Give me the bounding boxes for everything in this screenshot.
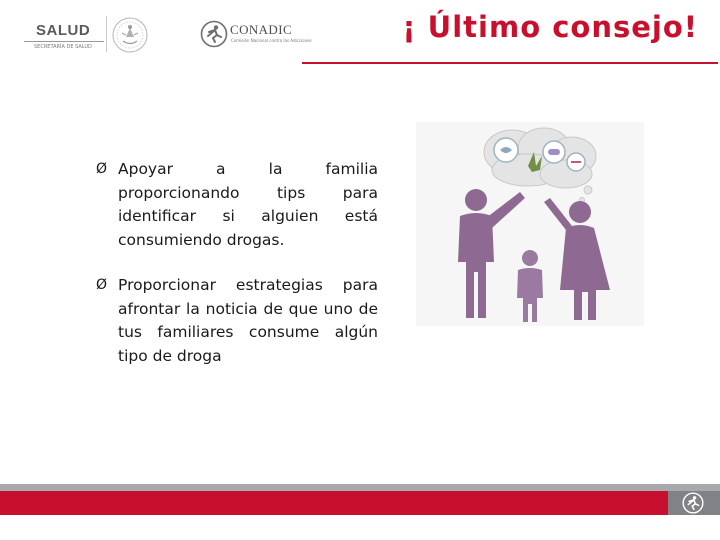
title-underline — [302, 62, 718, 64]
conadic-runner-icon — [200, 20, 228, 48]
footer-gray-band — [0, 484, 720, 491]
mexican-coat-of-arms-icon — [110, 16, 150, 54]
bullet-list — [96, 158, 378, 390]
footer-logo-badge — [668, 491, 720, 515]
bullet-item — [96, 274, 378, 368]
footer-red-band — [0, 491, 668, 515]
bullet-text: Proporcionar estrategias para afrontar la noticia de que uno de tus familiares consume algún tipo de droga — [118, 276, 378, 365]
family-with-thought-bubble-icon — [416, 122, 644, 326]
conadic-logo — [200, 18, 310, 52]
salud-logo — [24, 14, 104, 54]
conadic-logo-subtitle: Comisión Nacional contra las Adicciones — [231, 38, 312, 43]
arrow-bullet-icon: Ø — [96, 161, 108, 177]
bullet-text: Apoyar a la familia proporcionando tips para identificar si alguien está consumiendo drogas. — [118, 160, 378, 249]
salud-logo-subtitle: SECRETARÍA DE SALUD — [34, 44, 92, 50]
arrow-bullet-icon: Ø — [96, 277, 108, 293]
family-illustration — [416, 122, 644, 326]
salud-logo-rule — [24, 41, 104, 42]
bullet-item — [96, 158, 378, 252]
salud-logo-word: SALUD — [36, 22, 91, 39]
conadic-logo-word: CONADIC — [230, 22, 293, 37]
conadic-runner-icon — [682, 492, 704, 514]
logo-divider — [106, 16, 107, 52]
slide-title: ¡ Último consejo! — [402, 10, 698, 44]
